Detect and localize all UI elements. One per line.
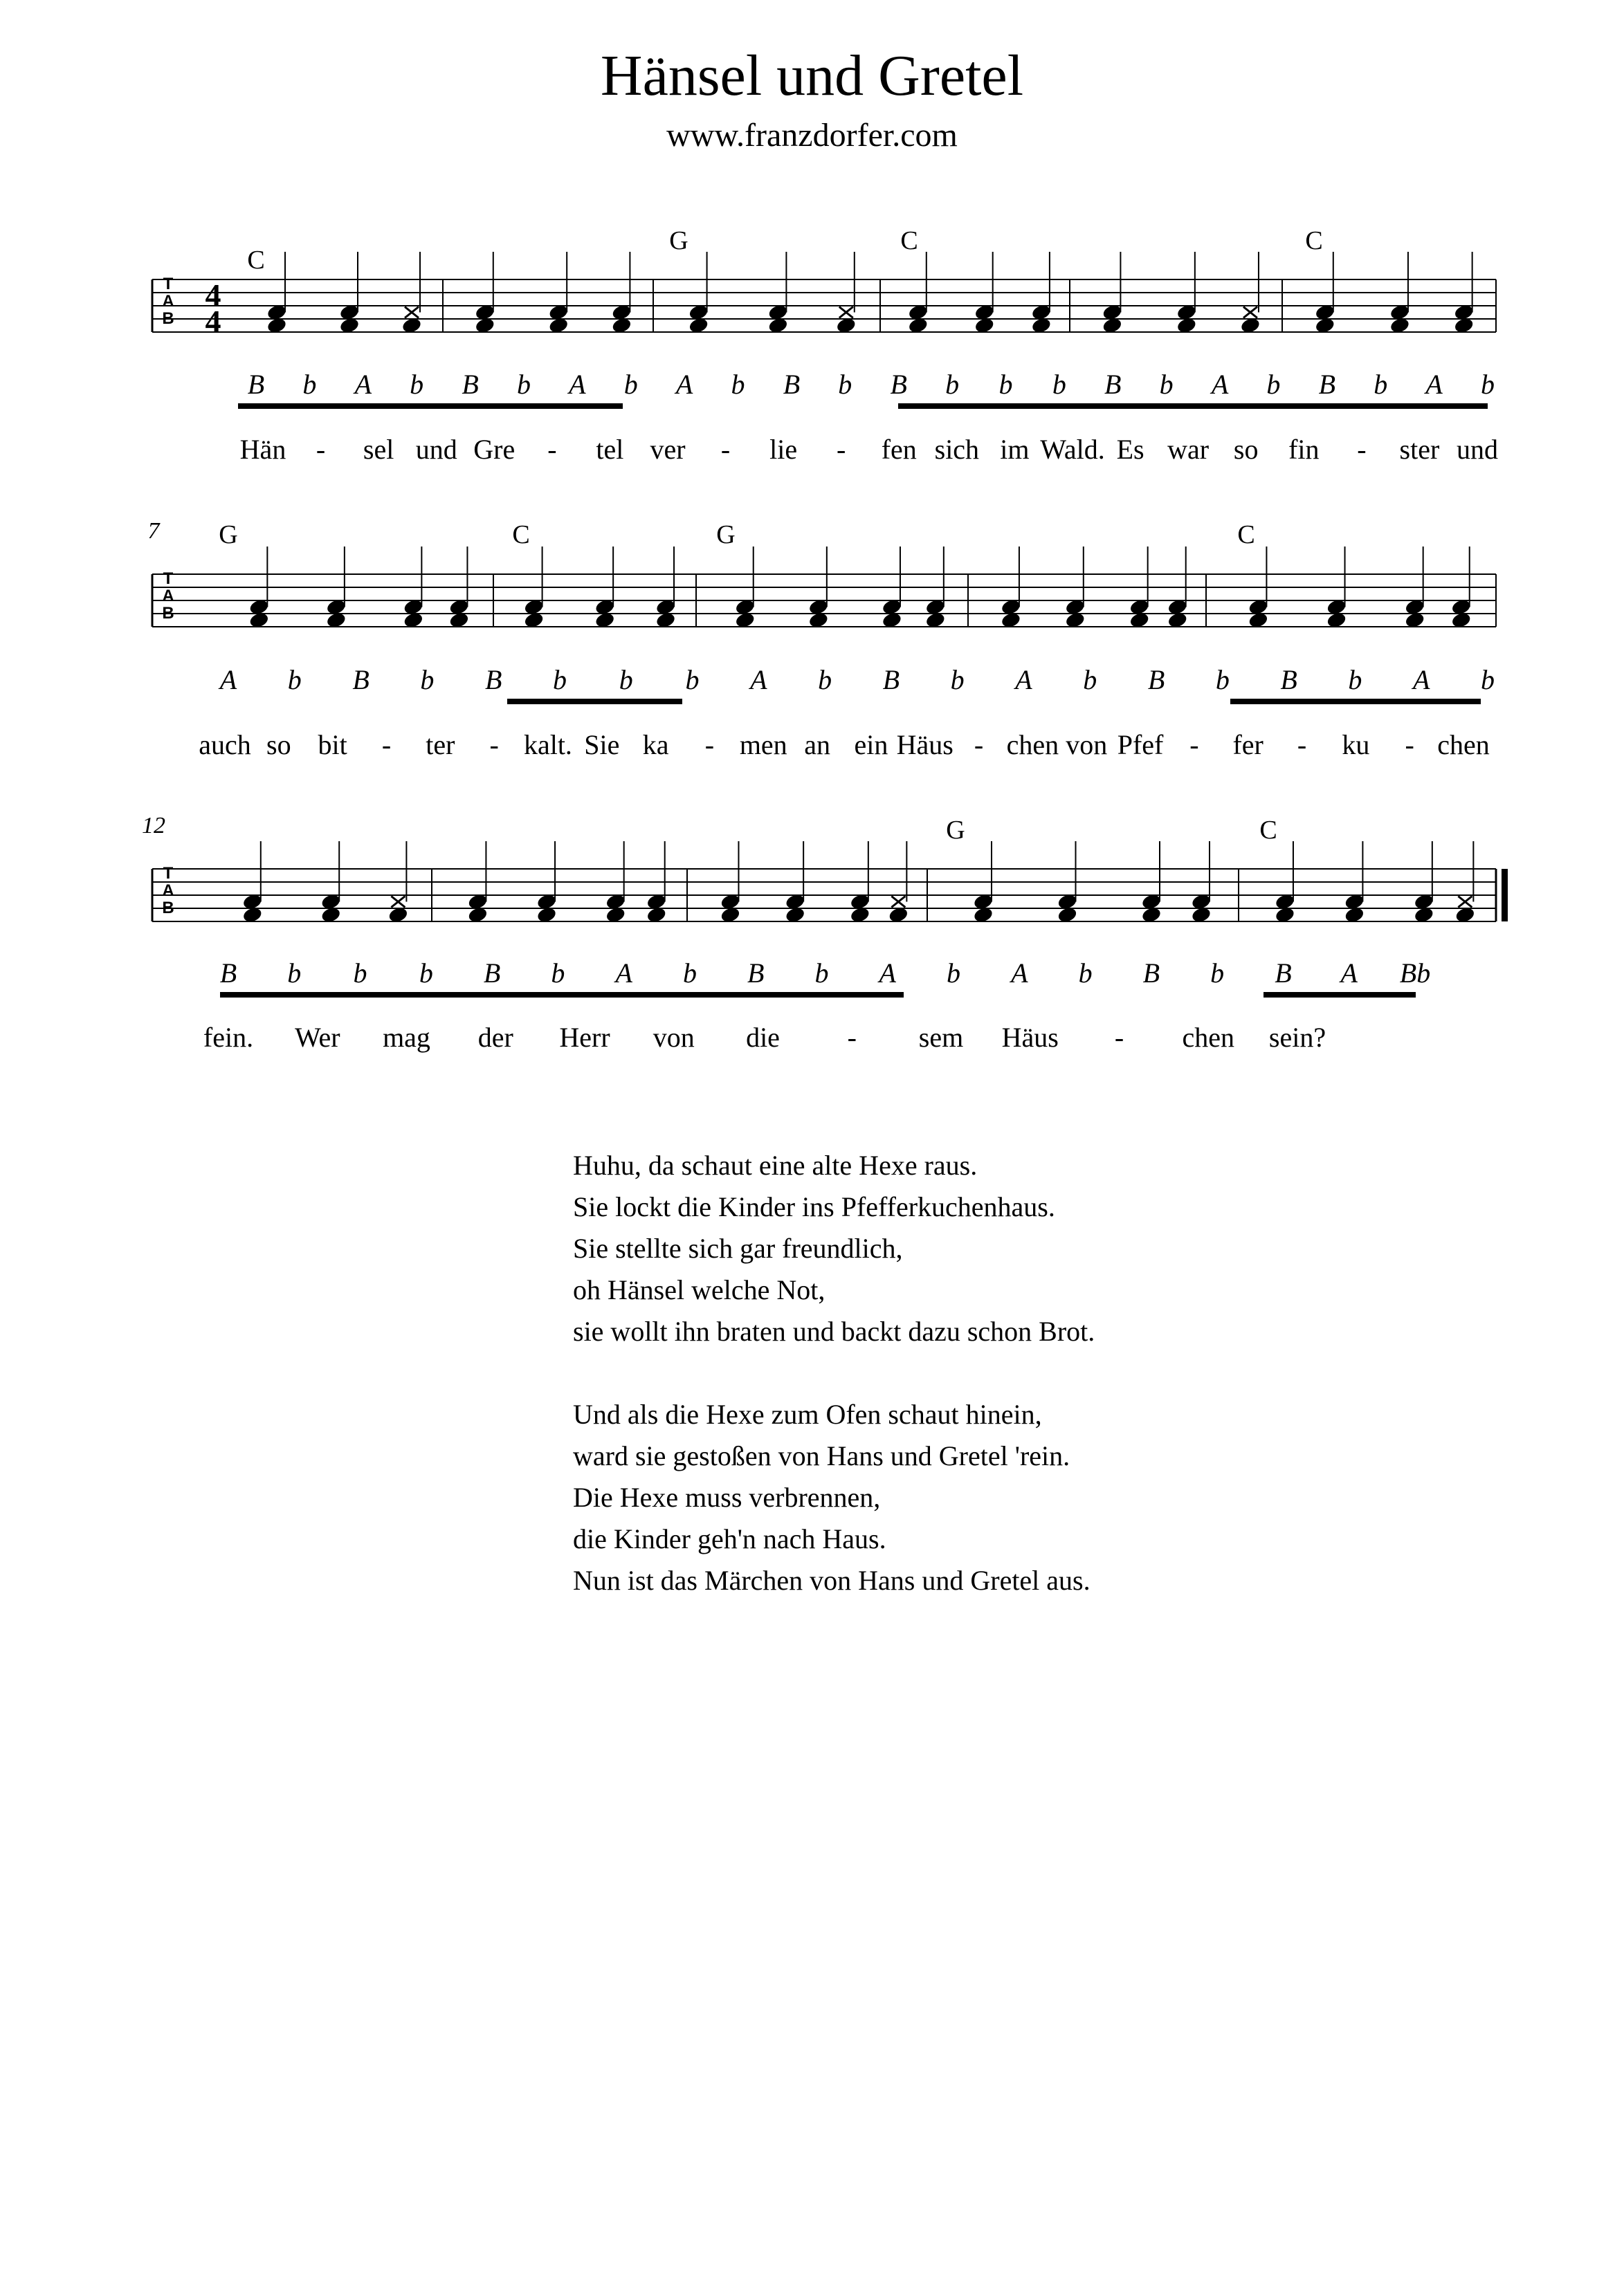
lyric-syllable: Häus [896,729,954,760]
harmonica-letter: b [623,369,638,400]
harmonica-letter: b [419,957,433,989]
harmonica-letter: A [750,664,767,695]
harmonica-letter: B [462,369,479,400]
verse-line: Sie lockt die Kinder ins Pfefferkuchenhaus. [573,1191,1055,1222]
lyric-syllable: ver [650,434,686,465]
lyric-syllable: - [847,1022,857,1053]
harmonica-letter: b [1348,664,1362,695]
harmonica-letter: B [783,369,801,400]
lyric-syllable: von [1066,729,1108,760]
chord-symbol: C [900,226,918,255]
lyric-syllable: - [381,729,392,760]
lyric-syllable: fen [881,434,917,465]
lyric-syllable: chen [1437,729,1490,760]
chord-symbol: C [1237,520,1255,549]
chord-symbol: C [1305,226,1323,255]
chord-symbol: C [1259,816,1277,845]
tab-clef-letter: B [162,899,174,917]
lyric-syllable: Wer [294,1022,340,1053]
harmonica-letter: B [352,664,369,695]
harmonica-letter: b [1481,664,1495,695]
harmonica-letter: b [1266,369,1281,400]
time-signature-lower: 4 [205,304,221,339]
final-barline [1502,869,1508,921]
harmonica-letter: B [747,957,765,989]
lyric-syllable: ein [854,729,888,760]
harmonica-beam [898,403,1488,409]
harmonica-letter: b [287,664,302,695]
chord-symbol: G [716,520,736,549]
lyric-syllable: die [746,1022,780,1053]
lyric-syllable: im [1000,434,1030,465]
note-head-cross [405,307,419,318]
lyric-syllable: der [477,1022,513,1053]
measure-number: 12 [142,813,165,838]
lyric-syllable: ster [1399,434,1440,465]
harmonica-letter: b [998,369,1013,400]
lyric-syllable: tel [596,434,624,465]
lyric-syllable: und [1457,434,1498,465]
lyric-syllable: Häus [1001,1022,1059,1053]
harmonica-letter: b [619,664,633,695]
harmonica-letter: b [287,957,302,989]
lyric-syllable: men [739,729,787,760]
verse-line: die Kinder geh'n nach Haus. [573,1523,886,1554]
harmonica-letter: B [484,664,502,695]
harmonica-letter: b [353,957,367,989]
tab-clef-letter: T [163,864,174,883]
harmonica-letter: B [1318,369,1336,400]
verse-line: oh Hänsel welche Not, [573,1274,825,1305]
verse-line: Die Hexe muss verbrennen, [573,1482,881,1513]
lyric-syllable: - [547,434,557,465]
lyric-syllable: fein. [203,1022,254,1053]
harmonica-letter: B [1147,664,1165,695]
harmonica-letter: b [818,664,832,695]
harmonica-letter: b [302,369,317,400]
lyric-syllable: sich [934,434,980,465]
note-head-cross [839,307,853,318]
tab-clef-letter: T [163,275,174,293]
lyric-syllable: chen [1006,729,1059,760]
tab-clef-letter: A [162,292,174,311]
lyric-syllable: - [704,729,715,760]
harmonica-letter: A [879,957,896,989]
harmonica-beam [1263,992,1416,998]
lyric-syllable: sein? [1268,1022,1326,1053]
harmonica-letter: A [1340,957,1358,989]
lyric-syllable: chen [1182,1022,1235,1053]
tab-clef-letter: B [162,309,174,328]
lyric-syllable: auch [199,729,251,760]
chord-symbol: G [219,520,238,549]
harmonica-letter: b [731,369,745,400]
verse-line: Nun ist das Märchen von Hans und Gretel aus. [573,1565,1091,1596]
harmonica-letter: B [1104,369,1122,400]
harmonica-letter: b [1083,664,1097,695]
harmonica-letter: b [838,369,852,400]
lyric-syllable: ku [1342,729,1370,760]
lyric-syllable: war [1167,434,1210,465]
verse-1 [573,1145,1095,1352]
lyric-syllable: ter [426,729,455,760]
lyric-syllable: - [837,434,846,465]
lyric-syllable: sem [918,1022,964,1053]
lyric-syllable: bit [318,729,347,760]
website-label: www.franzdorfer.com [666,117,958,154]
lyric-syllable: - [1297,729,1307,760]
verse-2 [573,1394,1095,1601]
harmonica-beam [220,992,904,998]
score [0,0,1624,1079]
lyric-syllable: lie [769,434,798,465]
harmonica-letter: b [1215,664,1230,695]
tab-clef-letter: B [162,604,174,623]
harmonica-letter: A [1011,957,1028,989]
harmonica-letter: A [1015,664,1032,695]
harmonica-letter: b [947,957,961,989]
lyric-syllable: Sie [584,729,620,760]
harmonica-letter: b [551,957,565,989]
tab-system-1 [152,252,1496,409]
chord-symbol: G [669,226,688,255]
harmonica-letter: B [247,369,265,400]
harmonica-letter: b [950,664,965,695]
harmonica-letter: b [685,664,700,695]
verses [573,1145,1095,1643]
lyric-syllable: kalt. [523,729,572,760]
lyric-syllable: fin [1288,434,1320,465]
lyric-syllable: Es [1116,434,1144,465]
lyric-syllable: Wald. [1040,434,1105,465]
lyric-syllable: so [266,729,291,760]
note-head-cross [1243,307,1257,318]
note-head-cross [391,897,405,908]
lyric-syllable: an [804,729,830,760]
harmonica-letter: b [682,957,697,989]
lyric-syllable: Herr [559,1022,610,1053]
tab-clef-letter: A [162,881,174,900]
harmonica-beam [238,403,623,409]
harmonica-letter: b [1159,369,1174,400]
lyric-syllable: Gre [473,434,516,465]
chord-symbol: G [946,816,965,845]
lyric-syllable: von [653,1022,695,1053]
chord-symbol: C [512,520,530,549]
verse-line: Sie stellte sich gar freundlich, [573,1233,903,1264]
lyric-syllable: so [1233,434,1259,465]
tab-clef-letter: T [163,569,174,588]
harmonica-letter: b [945,369,960,400]
harmonica-letter: b [1210,957,1225,989]
lyric-syllable: fer [1232,729,1263,760]
note-head-cross [1458,897,1472,908]
measure-number: 7 [147,518,160,544]
harmonica-letter: b [552,664,567,695]
harmonica-beam [507,699,682,704]
harmonica-letter: A [354,369,372,400]
verse-line: Und als die Hexe zum Ofen schaut hinein, [573,1399,1042,1430]
harmonica-letter: A [569,369,586,400]
harmonica-letter: B [219,957,237,989]
harmonica-letter: b [1052,369,1066,400]
tab-clef-letter: A [162,587,174,605]
lyric-syllable: - [1114,1022,1124,1053]
harmonica-letter: A [1425,369,1443,400]
harmonica-letter: b [1481,369,1495,400]
note-head-cross [891,897,905,908]
lyric-syllable: - [1405,729,1414,760]
verse-line: Huhu, da schaut eine alte Hexe raus. [573,1150,978,1181]
harmonica-letter: A [615,957,632,989]
lyric-syllable: Hän [239,434,286,465]
lyric-syllable: - [489,729,499,760]
harmonica-letter: A [675,369,693,400]
harmonica-letter: B [882,664,900,695]
lyric-syllable: - [974,729,984,760]
verse-line: sie wollt ihn braten und backt dazu schon Brot. [573,1316,1095,1347]
harmonica-letter: b [420,664,435,695]
lyric-syllable: - [1357,434,1367,465]
lyric-syllable: mag [383,1022,430,1053]
harmonica-letter: b [516,369,531,400]
harmonica-beam [1230,699,1481,704]
harmonica-letter: b [1374,369,1388,400]
lyric-syllable: ka [642,729,669,760]
lyric-syllable: und [415,434,457,465]
lyric-syllable: - [316,434,326,465]
song-title: Hänsel und Gretel [600,44,1024,108]
harmonica-letter: B [1275,957,1292,989]
harmonica-letter: Bb [1399,957,1431,989]
harmonica-letter: A [1211,369,1229,400]
harmonica-letter: B [1142,957,1160,989]
time-signature-upper: 4 [205,277,221,313]
harmonica-letter: B [890,369,907,400]
verse-line: ward sie gestoßen von Hans und Gretel 'rein. [573,1440,1070,1471]
harmonica-letter: b [410,369,424,400]
lyric-syllable: - [720,434,731,465]
harmonica-letter: B [483,957,501,989]
lyric-syllable: sel [363,434,394,465]
harmonica-letter: B [1280,664,1297,695]
harmonica-letter: A [219,664,237,695]
chord-symbol: C [247,246,265,275]
harmonica-letter: b [1078,957,1093,989]
harmonica-letter: A [1412,664,1430,695]
lyric-syllable: Pfef [1117,729,1164,760]
lyric-syllable: - [1189,729,1199,760]
harmonica-letter: b [814,957,829,989]
